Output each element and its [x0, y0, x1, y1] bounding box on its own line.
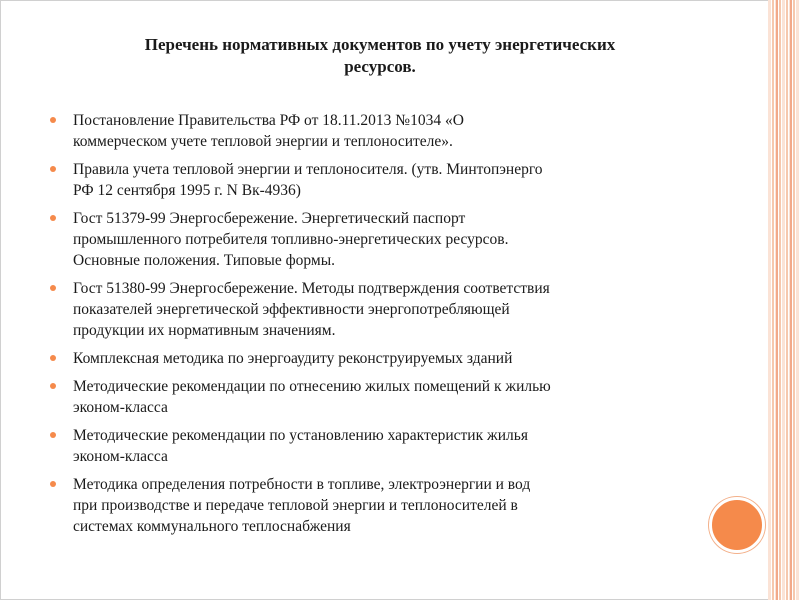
list-item	[50, 348, 710, 369]
item-line: продукции их нормативным значениям.	[73, 322, 336, 339]
document-list	[50, 110, 710, 544]
stripe-line	[776, 0, 778, 600]
title-line: Перечень нормативных документов по учету энергетических	[144, 35, 616, 54]
list-item	[50, 376, 710, 418]
item-line: Комплексная методика по энергоаудиту реконструируемых зданий	[73, 350, 513, 367]
list-item	[50, 208, 710, 271]
dot-bullet-icon	[50, 383, 56, 389]
list-item	[50, 159, 710, 201]
dot-bullet-icon	[50, 432, 56, 438]
item-line: Гост 51380-99 Энергосбережение. Методы подтверждения соответствия	[73, 280, 550, 297]
list-item	[50, 110, 710, 152]
item-line: эконом-класса	[73, 399, 168, 416]
item-line: Правила учета тепловой энергии и теплоносителя. (утв. Минтопэнерго	[73, 161, 543, 178]
item-line: Основные положения. Типовые формы.	[73, 252, 336, 269]
dot-bullet-icon	[50, 481, 56, 487]
list-item	[50, 474, 710, 537]
slide-title	[70, 34, 690, 78]
item-line: Гост 51379-99 Энергосбережение. Энергетический паспорт	[73, 210, 466, 227]
dot-bullet-icon	[50, 166, 56, 172]
item-line: РФ 12 сентября 1995 г. N Вк-4936)	[73, 182, 301, 199]
item-line: Методические рекомендации по отнесению жилых помещений к жилью	[73, 378, 551, 395]
orange-circle-icon	[709, 497, 765, 553]
item-line: показателей энергетической эффективности энергопотребляющей	[73, 301, 510, 318]
list-item	[50, 425, 710, 467]
dot-bullet-icon	[50, 355, 56, 361]
item-line: Методика определения потребности в топливе, электроэнергии и вод	[73, 476, 531, 493]
dot-bullet-icon	[50, 285, 56, 291]
item-line: эконом-класса	[73, 448, 168, 465]
decorative-stripe-bar	[768, 0, 800, 600]
stripe-line	[790, 0, 792, 600]
item-line: при производстве и передаче тепловой энергии и теплоносителей в	[73, 497, 518, 514]
item-line: промышленного потребителя топливно-энергетических ресурсов.	[73, 231, 509, 248]
item-line: Постановление Правительства РФ от 18.11.2013 №1034 «О	[73, 112, 464, 129]
dot-bullet-icon	[50, 215, 56, 221]
item-line: коммерческом учете тепловой энергии и теплоносителе».	[73, 133, 453, 150]
item-line: системах коммунального теплоснабжения	[73, 518, 351, 535]
dot-bullet-icon	[50, 117, 56, 123]
title-line: ресурсов.	[344, 57, 416, 76]
item-line: Методические рекомендации по установлению характеристик жилья	[73, 427, 528, 444]
list-item	[50, 278, 710, 341]
